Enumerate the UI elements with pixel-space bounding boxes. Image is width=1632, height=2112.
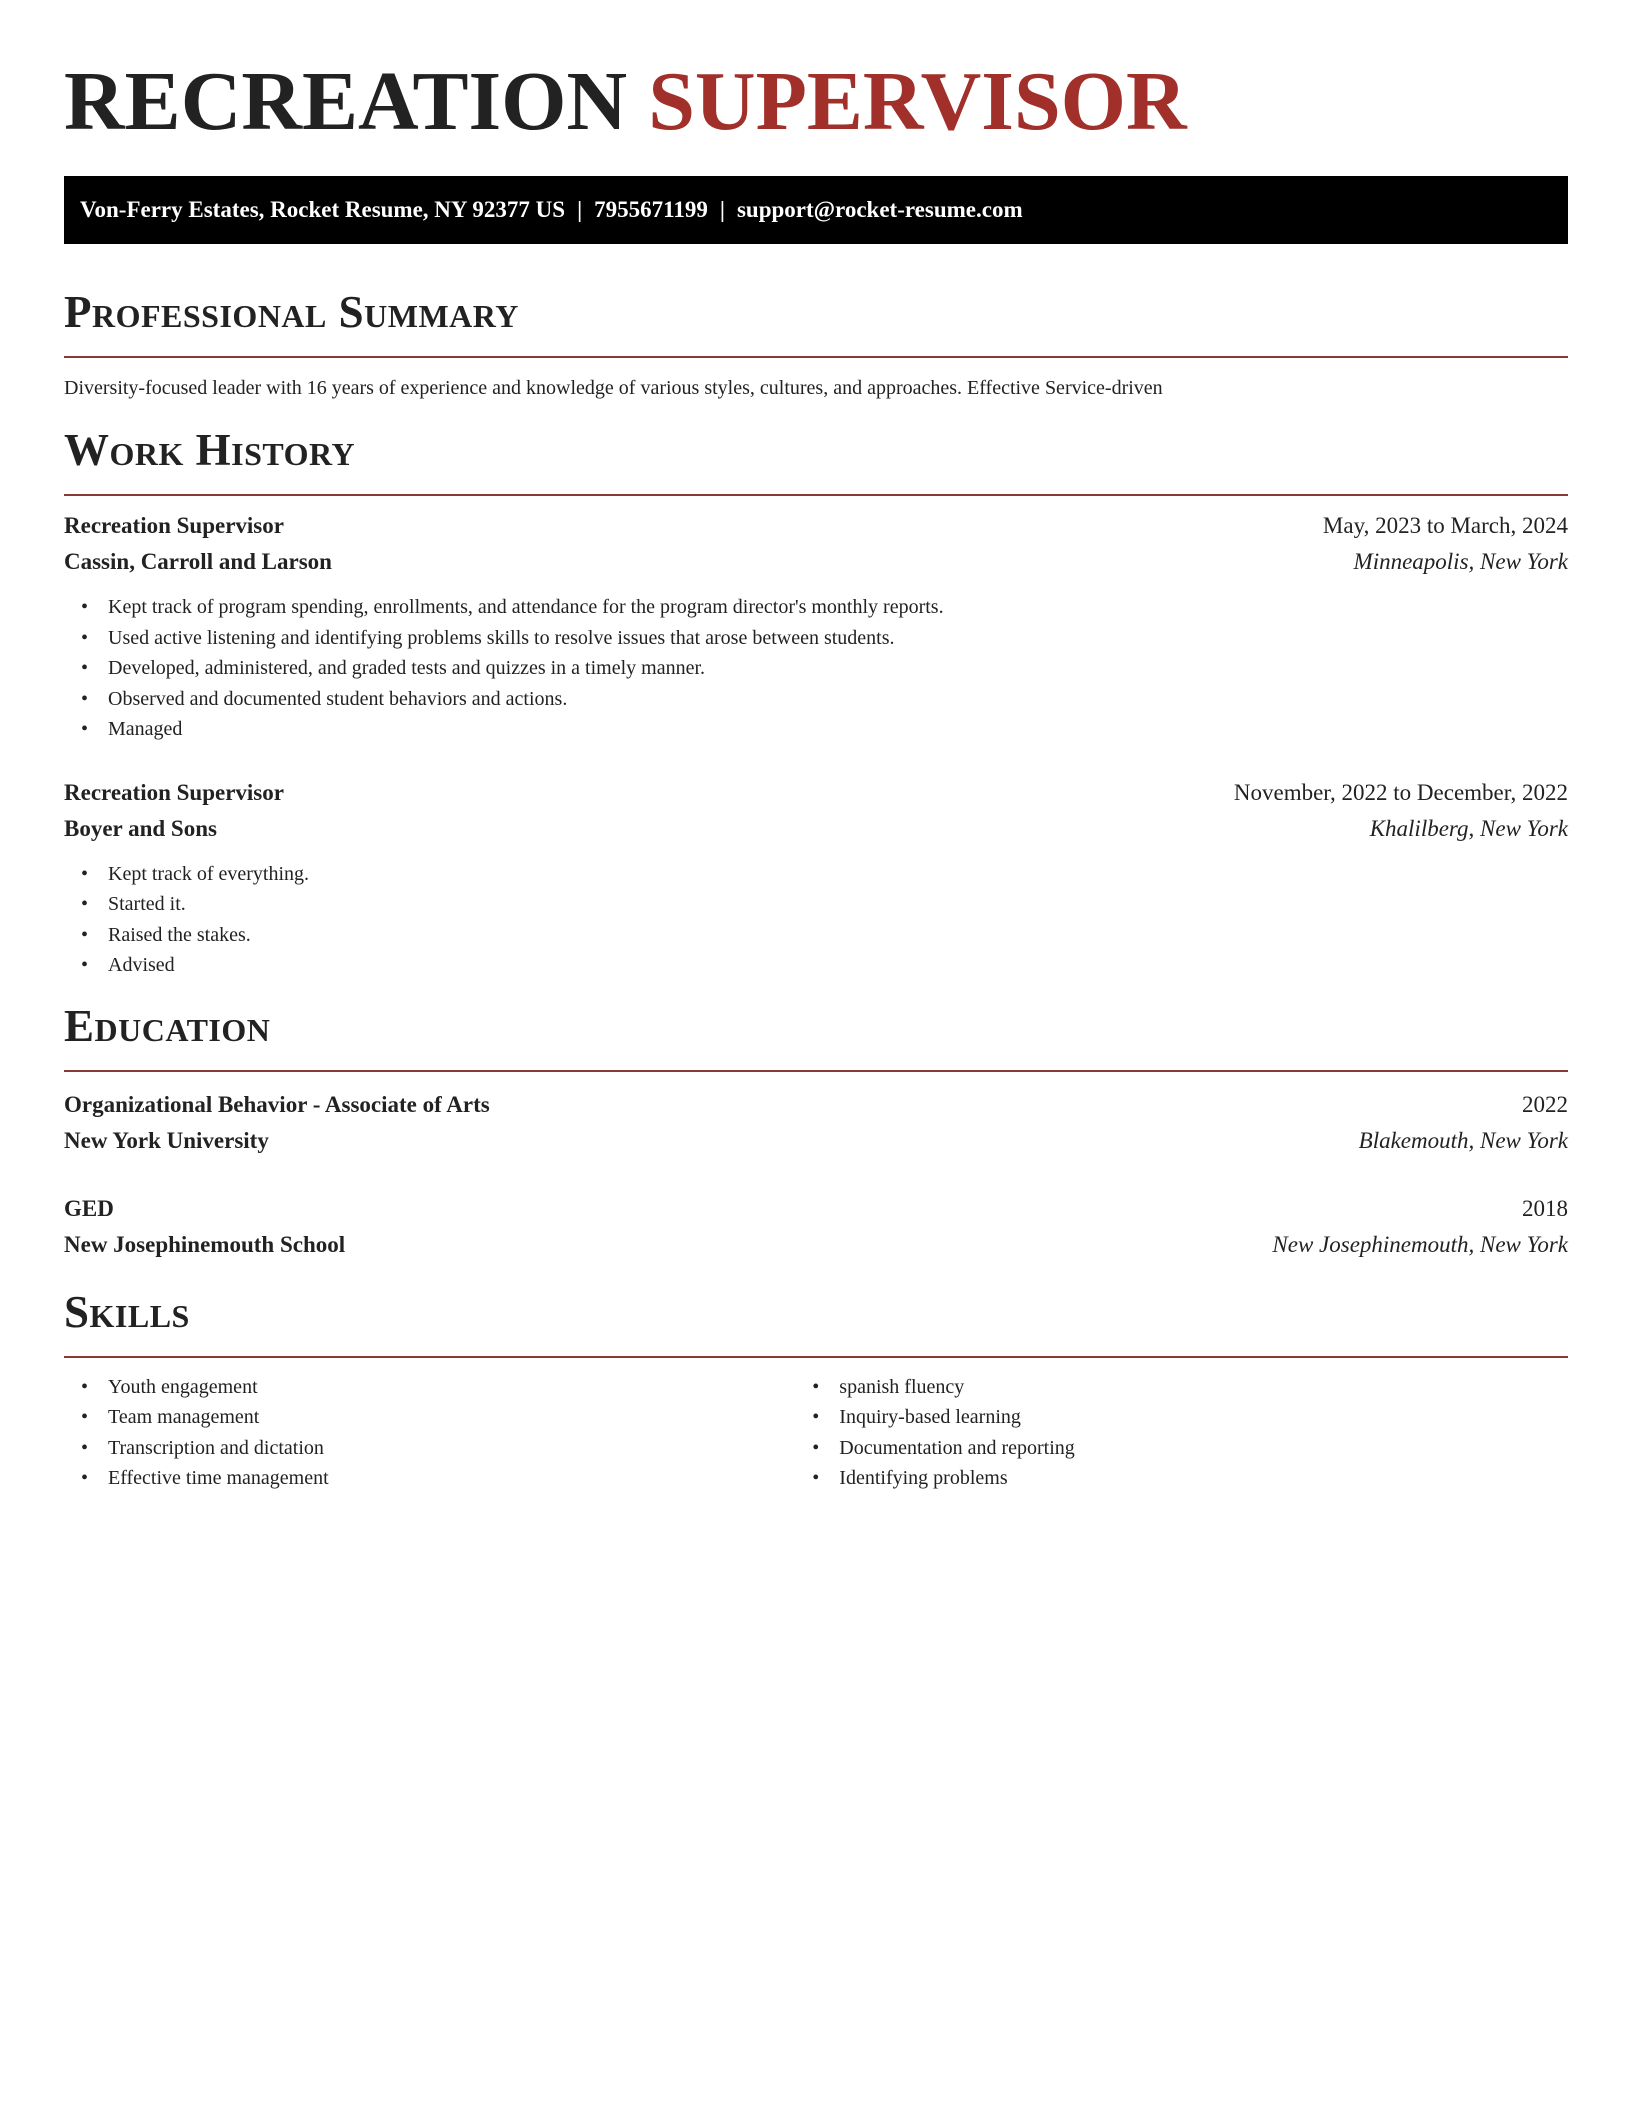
job-entry	[64, 508, 1568, 745]
contact-separator: |	[719, 197, 725, 222]
job-title: Recreation Supervisor	[64, 513, 284, 538]
job-company-row	[64, 544, 1568, 580]
education-location: New Josephinemouth, New York	[1272, 1231, 1568, 1257]
education-school-row	[64, 1227, 1568, 1263]
job-duty: • Kept track of program spending, enrollments, and attendance for the program director's monthly reports.	[107, 592, 1568, 623]
contact-phone: 7955671199	[594, 197, 708, 222]
section-title-work-history: Work History	[64, 425, 356, 475]
name-first: RECREATION	[64, 55, 628, 148]
skill-item: • Transcription and dictation	[107, 1433, 795, 1464]
section-title-skills: Skills	[64, 1286, 190, 1337]
skill-item: • spanish fluency	[838, 1372, 1568, 1403]
education-degree: GED	[64, 1195, 114, 1221]
work-history-section	[64, 423, 1568, 981]
education-school-row	[64, 1123, 1568, 1159]
contact-separator: |	[577, 197, 583, 222]
name-last: SUPERVISOR	[648, 55, 1187, 148]
skills-list-right	[795, 1372, 1568, 1494]
summary-text: Diversity-focused leader with 16 years of experience and knowledge of various styles, cultures, and approaches. Effective Service-driven	[64, 377, 1163, 399]
job-location: Khalilberg, New York	[1369, 815, 1568, 841]
education-entry	[64, 1087, 1568, 1159]
skill-item: • Team management	[107, 1402, 795, 1433]
job-header-row	[64, 775, 1568, 811]
education-section	[64, 999, 1568, 1263]
job-dates: November, 2022 to December, 2022	[1233, 779, 1568, 805]
section-title-education: Education	[64, 1000, 271, 1051]
job-company: Cassin, Carroll and Larson	[64, 549, 332, 574]
section-divider	[64, 1070, 1568, 1072]
contact-address: Von-Ferry Estates, Rocket Resume, NY 92377 US	[80, 197, 566, 222]
job-duties	[64, 859, 1568, 981]
education-school: New Josephinemouth School	[64, 1231, 346, 1257]
contact-email: support@rocket-resume.com	[736, 197, 1023, 222]
education-header-row	[64, 1087, 1568, 1123]
skill-item: • Youth engagement	[107, 1372, 795, 1403]
section-divider	[64, 356, 1568, 358]
skill-item: • Identifying problems	[838, 1463, 1568, 1494]
job-header-row	[64, 508, 1568, 544]
summary-section	[64, 285, 1568, 402]
job-company-row	[64, 811, 1568, 847]
job-dates: May, 2023 to March, 2024	[1322, 513, 1568, 538]
skills-section	[64, 1285, 1568, 1494]
job-location: Minneapolis, New York	[1353, 549, 1568, 574]
job-duty: • Advised	[107, 950, 1568, 981]
job-duties	[64, 592, 1568, 745]
skill-item: • Documentation and reporting	[838, 1433, 1568, 1464]
resume-name	[64, 0, 1568, 176]
job-duty: • Kept track of everything.	[107, 859, 1568, 890]
skill-item: • Inquiry-based learning	[838, 1402, 1568, 1433]
education-school: New York University	[64, 1127, 269, 1153]
section-title-summary: Professional Summary	[64, 287, 519, 337]
skills-columns	[64, 1372, 1568, 1494]
education-header-row	[64, 1191, 1568, 1227]
education-degree: Organizational Behavior - Associate of Arts	[64, 1091, 490, 1117]
job-duty: • Observed and documented student behaviors and actions.	[107, 684, 1568, 715]
job-company: Boyer and Sons	[64, 815, 217, 841]
job-title: Recreation Supervisor	[64, 779, 284, 805]
job-duty: • Started it.	[107, 889, 1568, 920]
education-year: 2022	[1522, 1091, 1568, 1117]
section-divider	[64, 1356, 1568, 1358]
contact-bar	[64, 176, 1568, 244]
job-duty: • Developed, administered, and graded tests and quizzes in a timely manner.	[107, 653, 1568, 684]
job-duty: • Raised the stakes.	[107, 920, 1568, 951]
skill-item: • Effective time management	[107, 1463, 795, 1494]
education-entry	[64, 1191, 1568, 1263]
job-entry	[64, 775, 1568, 981]
education-location: Blakemouth, New York	[1358, 1127, 1568, 1153]
job-duty: • Managed	[107, 714, 1568, 745]
section-divider	[64, 494, 1568, 496]
education-year: 2018	[1522, 1195, 1568, 1221]
job-duty: • Used active listening and identifying problems skills to resolve issues that arose between students.	[107, 623, 1568, 654]
skills-list-left	[64, 1372, 795, 1494]
